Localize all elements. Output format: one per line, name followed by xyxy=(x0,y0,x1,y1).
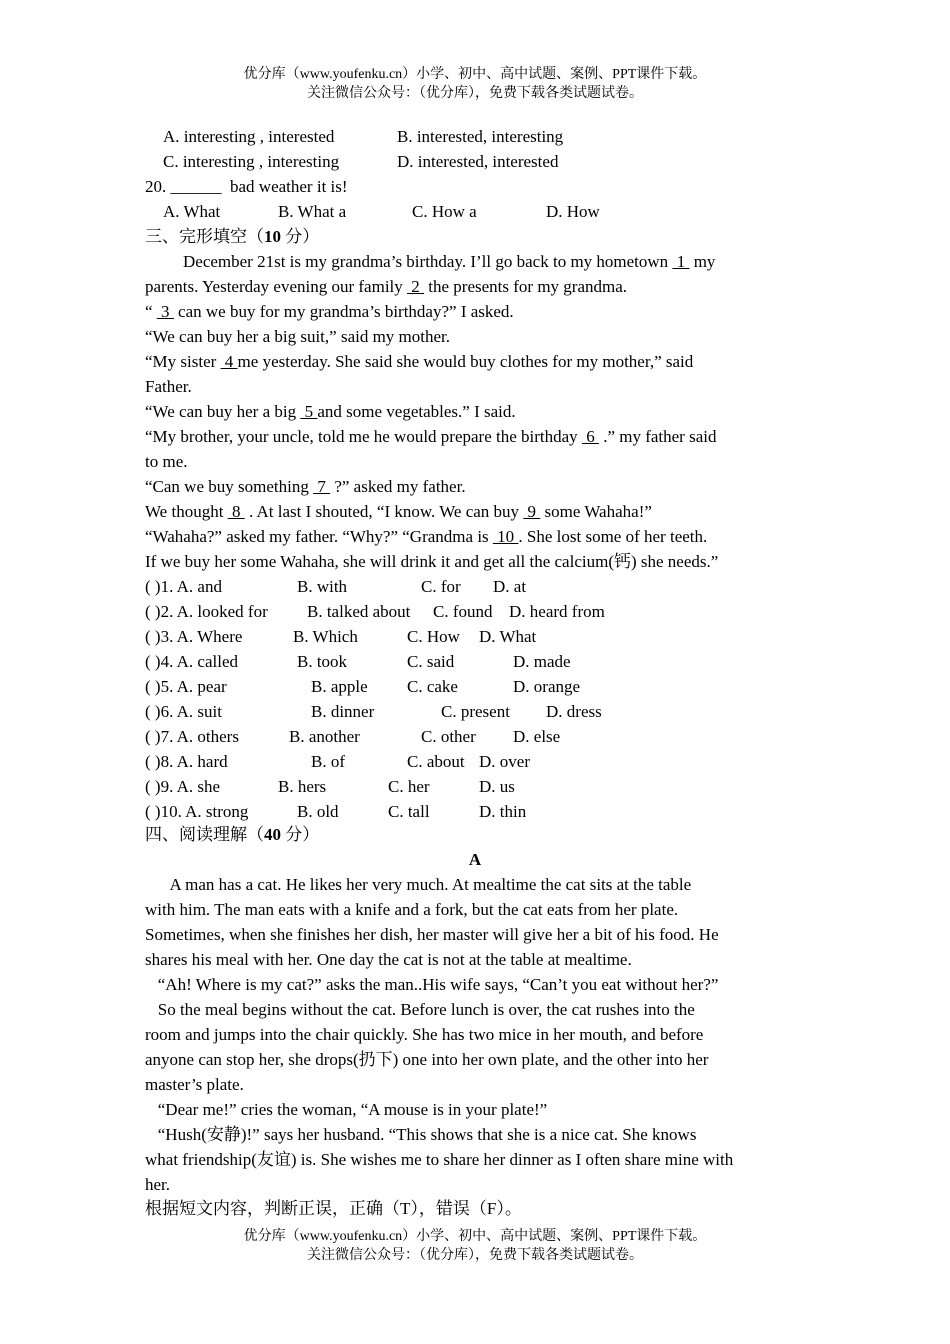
passage-line: with him. The man eats with a knife and a fork, but the cat eats from her plate. xyxy=(145,900,679,919)
option-b: B. apple xyxy=(311,677,368,696)
cloze-line-2 xyxy=(145,276,627,298)
cloze-text: some Wahaha!” xyxy=(540,502,652,521)
q20-option-d: D. How xyxy=(546,202,600,221)
option-question: ( )10. A. strong xyxy=(145,802,249,821)
passage-line: her. xyxy=(145,1175,171,1194)
cloze-text: “My brother, your uncle, told me he would prepare the birthday xyxy=(145,427,582,446)
blank-3: 3 xyxy=(156,302,174,321)
passage-line: So the meal begins without the cat. Before lunch is over, the cat rushes into the xyxy=(145,1000,695,1019)
footer-line-1: 优分库（www.youfenku.cn）小学、初中、高中试题、案例、PPT课件下载。 xyxy=(243,1229,707,1244)
cloze-text: and some vegetables.” I said. xyxy=(317,402,516,421)
passage-line: room and jumps into the chair quickly. She has two mice in her mouth, and before xyxy=(145,1025,704,1044)
option-b: B. with xyxy=(297,577,348,596)
option-question: ( )1. A. and xyxy=(145,577,222,596)
option-b: B. dinner xyxy=(311,702,375,721)
blank-8: 8 xyxy=(227,502,245,521)
cloze-text: the presents for my grandma. xyxy=(424,277,628,296)
cloze-option-row-9 xyxy=(145,776,825,798)
option-d: D. over xyxy=(479,752,530,771)
option-d: D. made xyxy=(513,652,571,671)
header-line-2: 关注微信公众号：（优分库），免费下载各类试题试卷。 xyxy=(307,86,643,101)
q19-option-c: C. interesting , interesting xyxy=(163,152,340,171)
section-3-title-end: 分） xyxy=(281,227,320,246)
cloze-line-13: If we buy her some Wahaha, she will drink it and get all the calcium(钙) she needs.” xyxy=(145,552,719,571)
blank-4: 4 xyxy=(220,352,238,371)
cloze-text: can we buy for my grandma’s birthday?” I asked. xyxy=(173,302,514,321)
cloze-option-row-2 xyxy=(145,601,825,623)
cloze-line-1 xyxy=(183,251,715,273)
option-c: C. said xyxy=(407,652,455,671)
blank-5: 5 xyxy=(300,402,318,421)
cloze-text: parents. Yesterday evening our family xyxy=(145,277,408,296)
option-c: C. tall xyxy=(388,802,430,821)
cloze-option-row-10 xyxy=(145,801,825,823)
cloze-text: “ xyxy=(145,302,157,321)
cloze-line-5 xyxy=(145,351,693,373)
q20-option-b: B. What a xyxy=(278,202,347,221)
option-b: B. hers xyxy=(278,777,327,796)
blank-9: 9 xyxy=(523,502,541,521)
option-c: C. present xyxy=(441,702,510,721)
option-d: D. thin xyxy=(479,802,527,821)
cloze-line-6: Father. xyxy=(145,377,192,396)
cloze-text: “Wahaha?” asked my father. “Why?” “Grandma is xyxy=(145,527,493,546)
section-4-title xyxy=(145,824,319,846)
option-question: ( )3. A. Where xyxy=(145,627,243,646)
q20-options xyxy=(145,201,825,223)
option-question: ( )8. A. hard xyxy=(145,752,228,771)
q19-option-d: D. interested, interested xyxy=(397,152,559,171)
passage-line: anyone can stop her, she drops(扔下) one into her own plate, and the other into her xyxy=(145,1050,709,1069)
instruction-text: 根据短文内容，判断正误，正确（T），错误（F）。 xyxy=(145,1199,522,1218)
cloze-line-3 xyxy=(145,301,514,323)
blank-10: 10 xyxy=(492,527,519,546)
blank-2: 2 xyxy=(407,277,425,296)
passage-line: master’s plate. xyxy=(145,1075,244,1094)
option-b: B. talked about xyxy=(307,602,411,621)
option-d: D. What xyxy=(479,627,537,646)
option-b: B. Which xyxy=(293,627,358,646)
q19-options-row-2 xyxy=(145,151,825,173)
option-b: B. took xyxy=(297,652,348,671)
q20-option-c: C. How a xyxy=(412,202,477,221)
cloze-text: We thought xyxy=(145,502,228,521)
cloze-option-row-8 xyxy=(145,751,825,773)
footer-line-2: 关注微信公众号：（优分库），免费下载各类试题试卷。 xyxy=(307,1248,643,1263)
cloze-text: “Can we buy something xyxy=(145,477,314,496)
section-3-title xyxy=(145,226,319,248)
cloze-line-7 xyxy=(145,401,516,423)
cloze-text: “We can buy her a big xyxy=(145,402,301,421)
passage-line: shares his meal with her. One day the cat is not at the table at mealtime. xyxy=(145,950,632,969)
cloze-option-row-6 xyxy=(145,701,825,723)
q20-stem: 20. ______ bad weather it is! xyxy=(145,177,348,196)
cloze-line-9: to me. xyxy=(145,452,188,471)
option-d: D. heard from xyxy=(509,602,605,621)
option-d: D. at xyxy=(493,577,527,596)
q19-option-a: A. interesting , interested xyxy=(163,127,335,146)
cloze-option-row-1 xyxy=(145,576,825,598)
option-b: B. of xyxy=(311,752,345,771)
cloze-text: me yesterday. She said she would buy clothes for my mother,” said xyxy=(237,352,694,371)
passage-line: Sometimes, when she finishes her dish, her master will give her a bit of his food. He xyxy=(145,925,719,944)
option-b: B. old xyxy=(297,802,339,821)
cloze-line-12 xyxy=(145,526,707,548)
passage-line: A man has a cat. He likes her very much. At mealtime the cat sits at the table xyxy=(145,875,692,894)
blank-1: 1 xyxy=(672,252,690,271)
option-c: C. cake xyxy=(407,677,458,696)
passage-line: what friendship(友谊) is. She wishes me to share her dinner as I often share mine with xyxy=(145,1150,734,1169)
cloze-text: my xyxy=(689,252,716,271)
option-d: D. else xyxy=(513,727,561,746)
section-4-title-text: 四、阅读理解（ xyxy=(145,825,264,844)
option-question: ( )9. A. she xyxy=(145,777,221,796)
cloze-text: .” my father said xyxy=(598,427,717,446)
q19-options-row-1 xyxy=(145,126,825,148)
cloze-line-11 xyxy=(145,501,652,523)
cloze-option-row-3 xyxy=(145,626,825,648)
q20-option-a: A. What xyxy=(163,202,221,221)
option-question: ( )6. A. suit xyxy=(145,702,222,721)
cloze-line-4: “We can buy her a big suit,” said my mother. xyxy=(145,327,451,346)
cloze-text: ?” asked my father. xyxy=(330,477,466,496)
option-question: ( )7. A. others xyxy=(145,727,239,746)
option-d: D. orange xyxy=(513,677,581,696)
passage-line: “Ah! Where is my cat?” asks the man..His wife says, “Can’t you eat without her?” xyxy=(145,975,719,994)
cloze-option-row-5 xyxy=(145,676,825,698)
option-c: C. other xyxy=(421,727,476,746)
cloze-option-row-7 xyxy=(145,726,825,748)
passage-label: A xyxy=(468,850,482,869)
cloze-text: . At last I shouted, “I know. We can buy xyxy=(244,502,524,521)
cloze-line-10 xyxy=(145,476,466,498)
section-4-title-end: 分） xyxy=(281,825,320,844)
q19-option-b: B. interested, interesting xyxy=(397,127,564,146)
option-c: C. for xyxy=(421,577,461,596)
passage-line: “Hush(安静)!” says her husband. “This shows that she is a nice cat. She knows xyxy=(145,1125,697,1144)
option-b: B. another xyxy=(289,727,360,746)
blank-7: 7 xyxy=(313,477,331,496)
option-question: ( )5. A. pear xyxy=(145,677,227,696)
cloze-option-row-4 xyxy=(145,651,825,673)
option-question: ( )4. A. called xyxy=(145,652,238,671)
blank-6: 6 xyxy=(581,427,599,446)
cloze-text: . She lost some of her teeth. xyxy=(518,527,708,546)
option-c: C. her xyxy=(388,777,430,796)
section-3-title-text: 三、完形填空（ xyxy=(145,227,264,246)
section-4-score: 40 xyxy=(264,825,281,844)
passage-line: “Dear me!” cries the woman, “A mouse is in your plate!” xyxy=(145,1100,548,1119)
cloze-text: “My sister xyxy=(145,352,221,371)
option-c: C. How xyxy=(407,627,460,646)
section-3-score: 10 xyxy=(264,227,281,246)
option-d: D. us xyxy=(479,777,515,796)
option-c: C. found xyxy=(433,602,493,621)
option-d: D. dress xyxy=(546,702,602,721)
header-line-1: 优分库（www.youfenku.cn）小学、初中、高中试题、案例、PPT课件下载。 xyxy=(243,67,707,82)
cloze-line-8 xyxy=(145,426,716,448)
option-c: C. about xyxy=(407,752,465,771)
option-question: ( )2. A. looked for xyxy=(145,602,268,621)
cloze-text: December 21st is my grandma’s birthday. I’ll go back to my hometown xyxy=(183,252,673,271)
